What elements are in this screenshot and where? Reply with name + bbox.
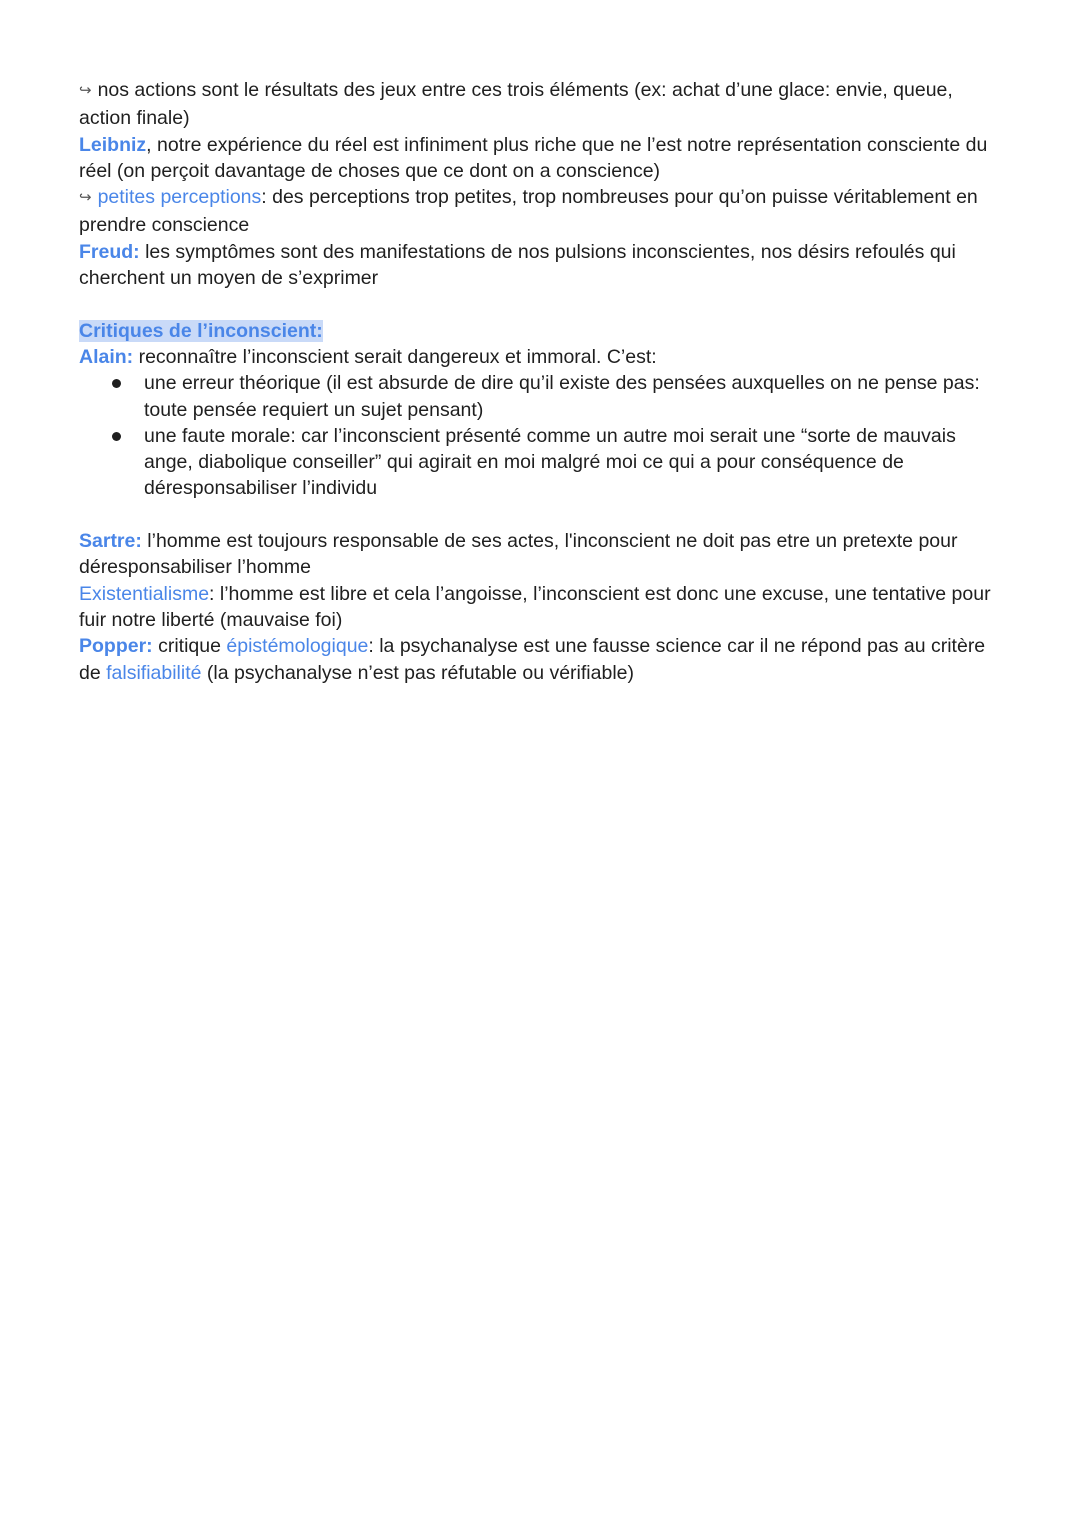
paragraph-text: les symptômes sont des manifestations de nos pulsions inconscientes, nos désirs refoulés qui cherchent un moyen de s’exprimer [79, 240, 956, 290]
bullet-icon [112, 379, 121, 388]
paragraph-text: : l’homme est libre et cela l’angoisse, l’inconscient est donc une excuse, une tentative pour fuir notre liberté (mauvaise foi) [79, 582, 991, 631]
paragraph-alain [79, 344, 999, 370]
paragraph-text: (la psychanalyse n’est pas réfutable ou vérifiable) [201, 661, 634, 684]
key-term: petites perceptions [97, 186, 262, 209]
author-name: Popper: [79, 635, 153, 658]
author-name: Freud: [79, 240, 140, 263]
paragraph-freud [79, 239, 999, 292]
key-term: épistémologique [226, 635, 369, 658]
paragraph-petites-perceptions [79, 184, 999, 239]
paragraph-text: nos actions sont le résultats des jeux entre ces trois éléments (ex: achat d’une glace: envie, queue, action finale) [79, 79, 953, 130]
paragraph-actions [79, 77, 999, 132]
list-item [79, 423, 999, 502]
author-name: Sartre: [79, 530, 142, 553]
list-item-text: une faute morale: car l’inconscient présenté comme un autre moi serait une “sorte de mauvais ange, diabolique conseiller” qui agirait en moi malgré moi ce qui a pour conséquence de déresponsabiliser l’individu [144, 424, 956, 500]
paragraph-text: , notre expérience du réel est infiniment plus riche que ne l’est notre représentation consciente du réel (on perçoit davantage de choses que ce dont on a conscience) [79, 133, 988, 182]
section-heading-text: Critiques de l’inconscient: [79, 319, 323, 342]
spacer [79, 291, 999, 317]
author-name: Leibniz [79, 133, 147, 156]
bullet-icon [112, 432, 121, 441]
paragraph-existentialisme [79, 581, 999, 634]
paragraph-text: critique [152, 635, 227, 658]
bullet-list [79, 370, 999, 501]
paragraph-sartre [79, 528, 999, 581]
paragraph-popper [79, 633, 999, 686]
list-item [79, 370, 999, 423]
key-term: falsifiabilité [106, 661, 202, 684]
paragraph-text: reconnaître l’inconscient serait dangereux et immoral. C’est: [133, 345, 657, 368]
spacer [79, 502, 999, 528]
section-heading [79, 318, 999, 344]
paragraph-leibniz [79, 132, 999, 185]
list-item-text: une erreur théorique (il est absurde de dire qu’il existe des pensées auxquelles on ne pense pas: toute pensée requiert un sujet pensant) [144, 372, 980, 421]
paragraph-text: : des perceptions trop petites, trop nombreuses pour qu’on puisse véritablement en prendre conscience [79, 186, 978, 237]
arrow-icon: ↪ [79, 189, 92, 207]
author-name: Alain: [79, 345, 134, 368]
paragraph-text: l’homme est toujours responsable de ses actes, l'inconscient ne doit pas etre un pretexte pour déresponsabiliser l’homme [79, 530, 958, 579]
arrow-icon: ↪ [79, 82, 92, 99]
paragraph-text: : la psychanalyse est une fausse science car il ne répond pas au critère de [79, 635, 986, 684]
document-page [79, 77, 999, 686]
key-term: Existentialisme [79, 582, 210, 605]
